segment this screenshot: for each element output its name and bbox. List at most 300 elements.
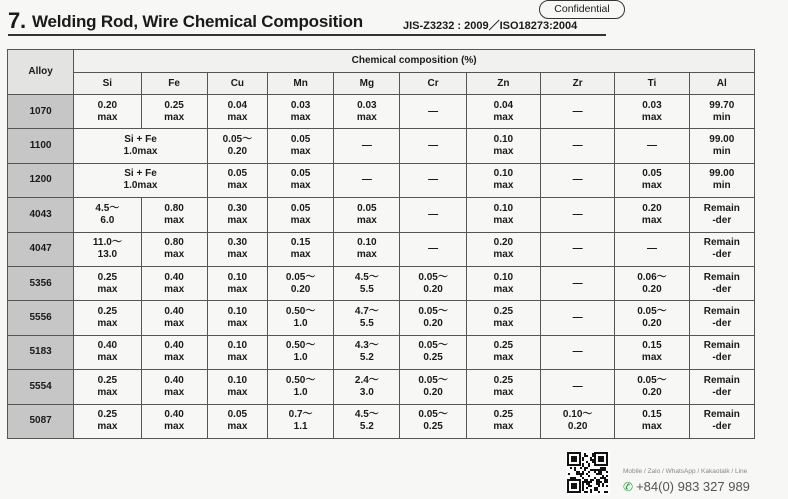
cell-line: 0.05～ xyxy=(637,306,667,318)
cell-line: 0.40 xyxy=(164,409,184,421)
cell-zr xyxy=(541,129,615,163)
cell-cu xyxy=(207,335,267,369)
section-number: 7. xyxy=(8,8,26,33)
cell-line: max xyxy=(493,214,514,226)
cell-line: 1.0 xyxy=(293,386,308,398)
cell-line: max xyxy=(493,352,514,364)
cell-ti xyxy=(615,335,689,369)
alloy-cell: 5356 xyxy=(8,266,74,300)
cell-line: max xyxy=(164,283,185,295)
cell-cu xyxy=(207,404,267,438)
cell-cr xyxy=(400,163,466,197)
column-header-zn: Zn xyxy=(466,73,540,95)
alloy-cell: 5183 xyxy=(8,335,74,369)
cell-line: — xyxy=(572,243,583,255)
cell-cr xyxy=(400,301,466,335)
cell-mg xyxy=(334,163,400,197)
cell-line: max xyxy=(227,249,248,261)
cell-si xyxy=(74,335,141,369)
cell-line: — xyxy=(572,208,583,220)
cell-ti xyxy=(615,232,689,266)
contact-channels: Mobile / Zalo / WhatsApp / Kakaotalk / Line xyxy=(623,468,748,475)
cell-al xyxy=(689,198,754,232)
cell-line: min xyxy=(712,180,731,192)
cell-line: 6.0 xyxy=(100,214,115,226)
cell-line: 4.5～ xyxy=(354,271,379,283)
cell-line: 1.1 xyxy=(293,421,308,433)
cell-line: 0.20 xyxy=(423,283,443,295)
cell-line: max xyxy=(97,283,118,295)
alloy-cell: 1070 xyxy=(8,95,74,129)
qr-code-icon xyxy=(566,451,610,495)
cell-line: max xyxy=(290,146,311,158)
cell-fe xyxy=(141,95,207,129)
column-header-mg: Mg xyxy=(334,73,400,95)
cell-line: -der xyxy=(712,318,732,330)
cell-line: max xyxy=(641,111,662,123)
cell-ti xyxy=(615,129,689,163)
cell-mn xyxy=(267,129,333,163)
cell-line: 0.20 xyxy=(567,421,588,433)
cell-line: 0.50～ xyxy=(285,374,316,386)
cell-line: max xyxy=(290,180,311,192)
column-header-si: Si xyxy=(74,73,141,95)
cell-al xyxy=(689,95,754,129)
table-row xyxy=(8,198,755,232)
cell-line: max xyxy=(97,318,118,330)
cell-line: Remain xyxy=(703,374,740,386)
cell-mg xyxy=(334,266,400,300)
column-header-ti: Ti xyxy=(615,73,689,95)
cell-line: 0.05 xyxy=(642,168,662,180)
cell-line: max xyxy=(227,386,248,398)
table-row xyxy=(8,301,755,335)
cell-mg xyxy=(334,370,400,404)
phone-number xyxy=(623,479,750,494)
cell-line: 5.5 xyxy=(359,283,374,295)
cell-zr xyxy=(541,404,615,438)
cell-ti xyxy=(615,370,689,404)
cell-cu xyxy=(207,266,267,300)
cell-line: — xyxy=(572,312,583,324)
chemical-composition-header: Chemical composition (%) xyxy=(74,50,755,73)
cell-line: 0.30 xyxy=(227,237,248,249)
cell-line: — xyxy=(428,243,439,255)
cell-line: max xyxy=(164,386,185,398)
cell-line: 0.05～ xyxy=(637,374,667,386)
contact-footer xyxy=(566,451,776,496)
cell-line: 0.80 xyxy=(164,202,184,214)
cell-line: max xyxy=(164,214,185,226)
cell-zr xyxy=(541,266,615,300)
cell-si xyxy=(74,232,141,266)
cell-line: 99.70 xyxy=(709,99,735,111)
cell-line: 0.10 xyxy=(493,202,514,214)
cell-line: — xyxy=(361,174,372,186)
cell-line: 99.00 xyxy=(709,134,735,146)
cell-line: — xyxy=(646,243,657,255)
table-row xyxy=(8,163,755,197)
cell-line: 0.25 xyxy=(493,374,514,386)
column-header-zr: Zr xyxy=(541,73,615,95)
cell-ti xyxy=(615,404,689,438)
cell-fe xyxy=(141,232,207,266)
cell-line: 0.15 xyxy=(290,237,311,249)
cell-cu xyxy=(207,301,267,335)
table-row xyxy=(8,404,755,438)
title-text: Welding Rod, Wire Chemical Composition xyxy=(31,12,363,31)
cell-line: 11.0～ xyxy=(92,237,122,249)
page-header xyxy=(8,3,610,36)
cell-line: — xyxy=(572,105,583,117)
cell-cr xyxy=(400,95,466,129)
cell-line: 1.0max xyxy=(123,180,158,192)
cell-zr xyxy=(541,198,615,232)
cell-line: 0.05～ xyxy=(222,134,253,146)
table-row xyxy=(8,232,755,266)
cell-line: 5.2 xyxy=(359,421,374,433)
cell-line: 0.20 xyxy=(642,202,662,214)
cell-line: 0.30 xyxy=(227,202,248,214)
cell-line: 3.0 xyxy=(359,386,374,398)
cell-line: — xyxy=(572,277,583,289)
cell-fe xyxy=(141,198,207,232)
cell-line: 0.20 xyxy=(642,283,662,295)
composition-table xyxy=(7,49,755,439)
column-header-al: Al xyxy=(689,73,754,95)
cell-line: 5.5 xyxy=(359,318,374,330)
cell-zn xyxy=(466,163,540,197)
cell-zn xyxy=(466,129,540,163)
cell-line: 0.25 xyxy=(423,352,443,364)
cell-fe xyxy=(141,301,207,335)
cell-line: 2.4～ xyxy=(354,374,379,386)
cell-line: — xyxy=(572,174,583,186)
cell-zr xyxy=(541,95,615,129)
cell-line: max xyxy=(493,111,514,123)
cell-line: 0.05～ xyxy=(418,374,448,386)
cell-line: 1.0 xyxy=(293,318,308,330)
cell-mn xyxy=(267,335,333,369)
cell-line: 0.20 xyxy=(227,146,248,158)
table-row xyxy=(8,370,755,404)
cell-mn xyxy=(267,95,333,129)
cell-fe xyxy=(141,370,207,404)
phone-text: +84(0) 983 327 989 xyxy=(636,479,750,494)
alloy-cell: 1200 xyxy=(8,163,74,197)
cell-line: 4.5～ xyxy=(95,202,120,214)
cell-si xyxy=(74,404,141,438)
cell-mg xyxy=(334,95,400,129)
cell-line: 0.20 xyxy=(423,386,443,398)
cell-al xyxy=(689,404,754,438)
cell-al xyxy=(689,266,754,300)
cell-line: 0.25 xyxy=(493,306,514,318)
cell-line: 1.0max xyxy=(123,146,158,158)
cell-mg xyxy=(334,335,400,369)
cell-mn xyxy=(267,232,333,266)
cell-si xyxy=(74,95,141,129)
cell-line: 1.0 xyxy=(293,352,308,364)
table-row xyxy=(8,335,755,369)
column-header-mn: Mn xyxy=(267,73,333,95)
cell-zn xyxy=(466,95,540,129)
cell-line: -der xyxy=(712,283,732,295)
cell-line: — xyxy=(572,140,583,152)
cell-line: 0.25 xyxy=(493,340,514,352)
cell-line: max xyxy=(493,421,514,433)
cell-line: max xyxy=(164,352,185,364)
cell-al xyxy=(689,301,754,335)
cell-sife xyxy=(74,163,208,197)
cell-line: 0.20 xyxy=(642,386,662,398)
cell-line: 0.05 xyxy=(290,202,311,214)
cell-line: min xyxy=(712,146,731,158)
cell-zn xyxy=(466,370,540,404)
cell-line: max xyxy=(227,283,248,295)
cell-mg xyxy=(334,404,400,438)
cell-line: 0.10 xyxy=(493,134,514,146)
cell-line: 0.05 xyxy=(290,134,311,146)
cell-ti xyxy=(615,266,689,300)
cell-mn xyxy=(267,301,333,335)
cell-mn xyxy=(267,370,333,404)
cell-line: -der xyxy=(712,214,732,226)
cell-line: 0.10 xyxy=(227,340,248,352)
cell-line: max xyxy=(227,352,248,364)
cell-zr xyxy=(541,163,615,197)
cell-cu xyxy=(207,232,267,266)
cell-line: Si + Fe xyxy=(124,168,157,180)
cell-line: 0.05～ xyxy=(418,409,448,421)
cell-ti xyxy=(615,301,689,335)
cell-line: 0.10 xyxy=(227,306,248,318)
cell-si xyxy=(74,266,141,300)
cell-line: Remain xyxy=(703,306,740,318)
cell-line: max xyxy=(97,111,118,123)
cell-line: 0.20 xyxy=(642,318,662,330)
cell-line: 99.00 xyxy=(709,168,735,180)
cell-line: max xyxy=(493,318,514,330)
cell-line: max xyxy=(97,421,118,433)
cell-line: 0.05～ xyxy=(418,340,448,352)
cell-line: 0.05 xyxy=(227,409,248,421)
cell-line: — xyxy=(428,208,439,220)
page-title xyxy=(8,8,363,34)
cell-line: 0.50～ xyxy=(285,340,316,352)
cell-cr xyxy=(400,232,466,266)
cell-line: -der xyxy=(712,421,732,433)
cell-line: max xyxy=(227,421,248,433)
cell-line: 0.40 xyxy=(164,271,184,283)
cell-line: max xyxy=(641,180,662,192)
cell-line: -der xyxy=(712,352,732,364)
cell-line: Si + Fe xyxy=(124,134,157,146)
phone-icon: ✆ xyxy=(623,480,634,494)
cell-line: 0.20 xyxy=(97,99,118,111)
cell-line: — xyxy=(646,140,657,152)
cell-sife xyxy=(74,129,208,163)
cell-line: 0.10 xyxy=(493,271,514,283)
cell-line: max xyxy=(356,111,377,123)
cell-line: 0.06～ xyxy=(637,271,667,283)
cell-fe xyxy=(141,266,207,300)
cell-line: max xyxy=(356,214,377,226)
cell-line: 0.03 xyxy=(642,99,662,111)
cell-cu xyxy=(207,95,267,129)
cell-mg xyxy=(334,301,400,335)
cell-si xyxy=(74,301,141,335)
cell-mn xyxy=(267,404,333,438)
cell-zn xyxy=(466,266,540,300)
cell-line: 4.5～ xyxy=(354,409,379,421)
cell-line: — xyxy=(428,105,439,117)
cell-line: max xyxy=(227,180,248,192)
cell-cu xyxy=(207,198,267,232)
cell-line: max xyxy=(164,318,185,330)
cell-mg xyxy=(334,232,400,266)
header-divider xyxy=(8,34,606,36)
cell-line: max xyxy=(227,111,248,123)
cell-line: max xyxy=(164,421,185,433)
cell-line: max xyxy=(493,180,514,192)
cell-line: — xyxy=(572,346,583,358)
cell-line: max xyxy=(641,214,662,226)
cell-line: max xyxy=(493,283,514,295)
cell-line: max xyxy=(164,249,185,261)
alloy-cell: 4047 xyxy=(8,232,74,266)
cell-cu xyxy=(207,129,267,163)
cell-line: Remain xyxy=(703,237,740,249)
cell-line: -der xyxy=(712,249,732,261)
cell-line: — xyxy=(361,140,372,152)
cell-line: max xyxy=(356,249,377,261)
cell-line: max xyxy=(97,386,118,398)
cell-line: 0.10 xyxy=(357,237,377,249)
cell-cr xyxy=(400,198,466,232)
cell-line: 0.20 xyxy=(493,237,514,249)
cell-mg xyxy=(334,198,400,232)
cell-cr xyxy=(400,370,466,404)
cell-si xyxy=(74,198,141,232)
cell-line: max xyxy=(493,386,514,398)
cell-line: 0.25 xyxy=(493,409,514,421)
cell-mg xyxy=(334,129,400,163)
cell-zn xyxy=(466,198,540,232)
table-row xyxy=(8,95,755,129)
cell-line: 4.7～ xyxy=(354,306,379,318)
cell-zn xyxy=(466,301,540,335)
cell-line: — xyxy=(428,140,439,152)
cell-zr xyxy=(541,301,615,335)
cell-line: Remain xyxy=(703,202,740,214)
alloy-cell: 5554 xyxy=(8,370,74,404)
cell-line: 4.3～ xyxy=(354,340,379,352)
cell-line: 0.05～ xyxy=(285,271,316,283)
cell-line: 0.10 xyxy=(227,271,248,283)
cell-line: max xyxy=(227,214,248,226)
cell-fe xyxy=(141,335,207,369)
cell-zr xyxy=(541,232,615,266)
cell-zr xyxy=(541,335,615,369)
cell-line: 0.05 xyxy=(290,168,311,180)
cell-line: 0.10～ xyxy=(562,409,593,421)
alloy-cell: 1100 xyxy=(8,129,74,163)
cell-line: 0.40 xyxy=(164,374,184,386)
cell-line: max xyxy=(290,111,311,123)
cell-cr xyxy=(400,266,466,300)
cell-line: 0.40 xyxy=(164,340,184,352)
cell-line: 0.80 xyxy=(164,237,184,249)
cell-line: 0.15 xyxy=(642,340,662,352)
cell-line: 5.2 xyxy=(359,352,374,364)
cell-line: 0.25 xyxy=(97,271,118,283)
cell-line: 0.40 xyxy=(164,306,184,318)
cell-mn xyxy=(267,266,333,300)
cell-line: max xyxy=(164,111,185,123)
cell-line: 13.0 xyxy=(97,249,118,261)
cell-line: 0.05～ xyxy=(418,271,448,283)
cell-line: min xyxy=(712,111,731,123)
cell-ti xyxy=(615,198,689,232)
cell-mn xyxy=(267,198,333,232)
cell-line: 0.40 xyxy=(97,340,118,352)
cell-line: max xyxy=(641,352,662,364)
cell-zn xyxy=(466,404,540,438)
cell-line: Remain xyxy=(703,409,740,421)
cell-line: max xyxy=(290,249,311,261)
cell-line: Remain xyxy=(703,271,740,283)
cell-zn xyxy=(466,232,540,266)
alloy-cell: 5556 xyxy=(8,301,74,335)
cell-line: 0.20 xyxy=(290,283,311,295)
cell-line: 0.15 xyxy=(642,409,662,421)
cell-line: max xyxy=(290,214,311,226)
cell-zr xyxy=(541,370,615,404)
cell-line: — xyxy=(428,174,439,186)
cell-line: 0.05～ xyxy=(418,306,448,318)
cell-cu xyxy=(207,370,267,404)
column-header-cr: Cr xyxy=(400,73,466,95)
cell-ti xyxy=(615,95,689,129)
cell-line: max xyxy=(97,352,118,364)
cell-line: 0.10 xyxy=(493,168,514,180)
cell-al xyxy=(689,335,754,369)
table-row xyxy=(8,129,755,163)
cell-cr xyxy=(400,129,466,163)
cell-al xyxy=(689,163,754,197)
cell-al xyxy=(689,129,754,163)
column-header-fe: Fe xyxy=(141,73,207,95)
cell-line: 0.04 xyxy=(227,99,248,111)
alloy-column-header: Alloy xyxy=(8,50,74,95)
cell-si xyxy=(74,370,141,404)
cell-line: 0.05 xyxy=(357,202,377,214)
cell-line: 0.25 xyxy=(164,99,184,111)
alloy-cell: 4043 xyxy=(8,198,74,232)
table-row xyxy=(8,266,755,300)
cell-al xyxy=(689,370,754,404)
cell-line: 0.25 xyxy=(97,374,118,386)
cell-line: max xyxy=(493,146,514,158)
cell-mn xyxy=(267,163,333,197)
cell-line: max xyxy=(493,249,514,261)
cell-line: 0.05 xyxy=(227,168,248,180)
cell-line: max xyxy=(641,421,662,433)
confidential-stamp: Confidential xyxy=(539,0,625,19)
cell-line: max xyxy=(227,318,248,330)
cell-line: 0.03 xyxy=(290,99,311,111)
